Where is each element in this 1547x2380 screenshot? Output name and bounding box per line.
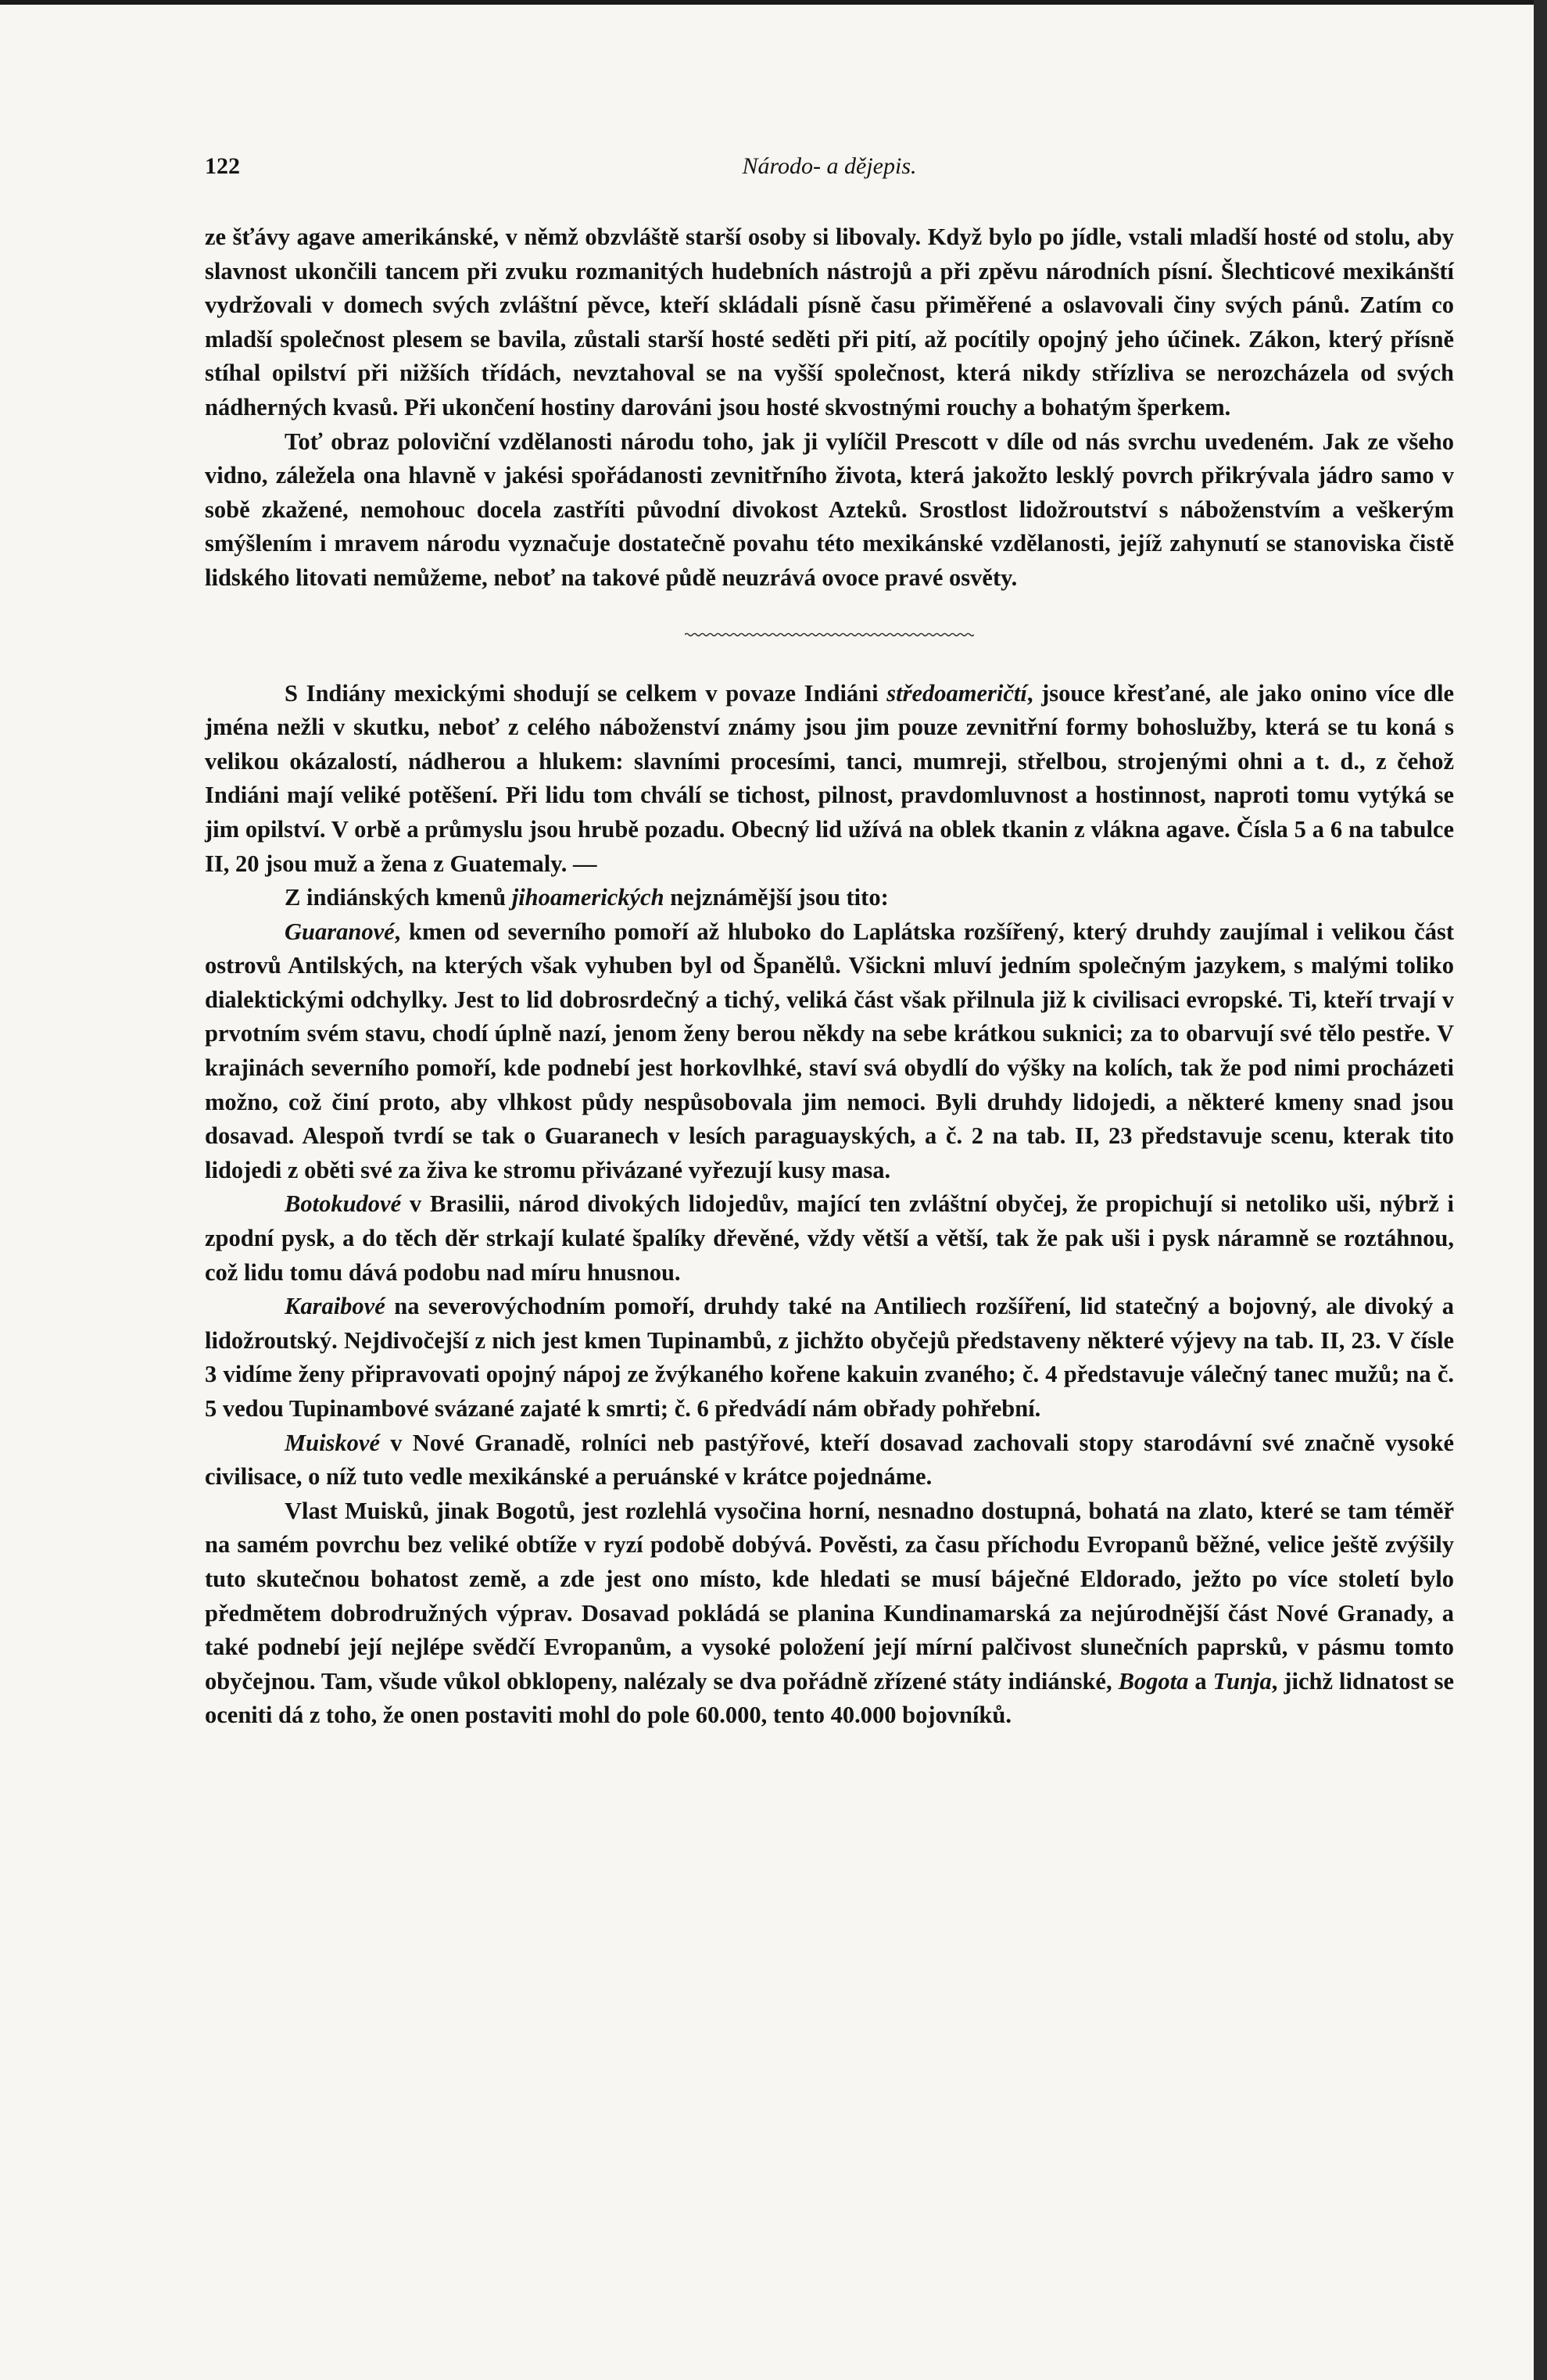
wavy-rule-icon: [685, 632, 974, 638]
section-divider: [685, 632, 974, 638]
scan-edge-right: [1534, 0, 1547, 2380]
paragraph-2: Toť obraz poloviční vzdělanosti národu toho, jak ji vylíčil Prescott v díle od nás svrchu uvedeném. Jak ze všeho vidno, záležela ona hlavně v jakési spořádanosti zevnitřního života, která jakožto lesklý povrch přikrývala jádro samo v sobě zkažené, nemohouc docela zastříti původní divokost Azteků. Srostlost lidožroutství s náboženstvím a veškerým smýšlením i mravem národu vyznačuje dostatečně povahu této mexikánské vzdělanosti, jejíž zahynutí se stanoviska čistě lidského litovati nemůžeme, neboť na takové půdě neuzrává ovoce pravé osvěty.: [205, 428, 1454, 591]
paragraph-1: ze šťávy agave amerikánské, v němž obzvláště starší osoby si libovaly. Když bylo po jídle, vstali mladší hosté od stolu, aby slavnost ukončili tancem při zvuku rozmanitých hudebních nástrojů a při zpěvu národních písní. Šlechticové mexikánští vydržovali v domech svých zvláštní pěvce, kteří skládali písně času přiměřené a oslavovali činy svých pánů. Zatím co mladší společnost plesem se bavila, zůstali starší hosté seděti při pití, až pocítily opojný jeho účinek. Zákon, který přísně stíhal opilství při nižších třídách, nevztahoval se na vyšší společnost, která nikdy střízliva se nerozcházela od svých nádherných kvasů. Při ukončení hostiny darováni jsou hosté skvostnými rouchy a bohatým šperkem.: [205, 224, 1454, 421]
scan-edge-top: [0, 0, 1547, 5]
paragraph-3: S Indiány mexickými shodují se celkem v povaze Indiáni středoameričtí, jsouce křesťané, ale jako onino více dle jména nežli v skutku, neboť z celého náboženství známy jsou jim pouze zevnitřní formy bohoslužby, která se tu koná s velikou okázalostí, nádherou a hlukem: slavními procesími, tanci, mumreji, střelbou, strojenými ohni a t. d., z čehož Indiáni mají veliké potěšení. Při lidu tom chválí se tichost, pilnost, pravdomluvnost a hostinnost, naproti tomu vytýká se jim opilství. V orbě a průmyslu jsou hrubě pozadu. Obecný lid užívá na oblek tkanin z vlákna agave. Čísla 5 a 6 na tabulce II, 20 jsou muž a žena z Guatemaly. —: [205, 679, 1454, 877]
paragraph-guaranove: Guaranové, kmen od severního pomoří až hluboko do Laplátska rozšířený, který druhdy zaujímal i velikou část ostrovů Antilských, na kterých však vyhuben byl od Španělů. Všickni mluví jedním společným jazykem, s malými toliko dialektickými odchylky. Jest to lid dobrosrdečný a tichý, veliká část však přilnula již k civilisaci evropské. Ti, kteří trvají v prvotním svém stavu, chodí úplně nazí, jenom ženy berou někdy na sebe krátkou suknici; za to obarvují své tělo pestře. V krajinách severního pomoří, kde podnebí jest horkovlhké, staví svá obydlí do výšky na kolích, tak že pod nimi procházeti možno, což činí proto, aby vlhkost půdy nespůsobovala jim nemoci. Byli druhdy lidojedi, a některé kmeny snad jsou dosavad. Alespoň tvrdí se tak o Guaranech v lesích paraguayských, a č. 2 na tab. II, 23 představuje scenu, kterak tito lidojedi z oběti své za živa ke stromu přivázané vyřezují kusy masa.: [205, 918, 1454, 1183]
body-text: [205, 220, 1454, 1733]
paragraph-botokudove: Botokudové v Brasilii, národ divokých lidojedův, mající ten zvláštní obyčej, že propichují si netoliko uši, nýbrž i zpodní pysk, a do těch děr strkají kulaté špalíky dřevěné, vždy větší a větší, tak že pak uši i pysk náramně se roztáhnou, což lidu tomu dává podobu nad míru hnusnou.: [205, 1190, 1454, 1286]
paragraph-karaibove: Karaibové na severovýchodním pomoří, druhdy také na Antiliech rozšíření, lid statečný a bojovný, ale divoký a lidožroutský. Nejdivočejší z nich jest kmen Tupinambů, z jichžto obyčejů představeny některé výjevy na tab. II, 23. V čísle 3 vidíme ženy připravovati opojný nápoj ze žvýkaného kořene kakuin zvaného; č. 4 představuje válečný tanec mužů; na č. 5 vedou Tupinambové svázané zajaté k smrti; č. 6 předvádí nám obřady pohřební.: [205, 1293, 1454, 1422]
paragraph-vlast-muisku: Vlast Muisků, jinak Bogotů, jest rozlehlá vysočina horní, nesnadno dostupná, bohatá na zlato, které se tam téměř na samém povrchu bez veliké obtíže v ryzí podobě dobývá. Pověsti, za času příchodu Evropanů běžné, velice ještě zvýšily tuto skutečnou bohatost země, a zde jest ono místo, kde hledati se musí báječné Eldorado, ježto po více století bylo předmětem dobrodružných výprav. Dosavad pokládá se planina Kundinamarská za nejúrodnější část Nové Granady, a také podnebí její nejlépe svědčí Evropanům, a vysoké položení její mírní palčivost slunečních paprsků, v pásmu tomto obyčejnou. Tam, všude vůkol obklopeny, nalézaly se dva pořádně zřízené státy indiánské, Bogota a Tunja, jichž lidnatost se oceniti dá z toho, že onen postaviti mohl do pole 60.000, tento 40.000 bojovníků.: [205, 1497, 1454, 1729]
running-title: Národo- a dějepis.: [742, 153, 917, 179]
paragraph-4: Z indiánských kmenů jihoamerických nejznámější jsou tito:: [285, 884, 889, 911]
page-number: 122: [205, 153, 240, 179]
paragraph-muiskove: Muiskové v Nové Granadě, rolníci neb pastýřové, kteří dosavad zachovali stopy starodávní své značně vysoké civilisace, o níž tuto vedle mexikánské a peruánské v krátce pojednáme.: [205, 1429, 1454, 1491]
page-header: [205, 153, 1454, 181]
